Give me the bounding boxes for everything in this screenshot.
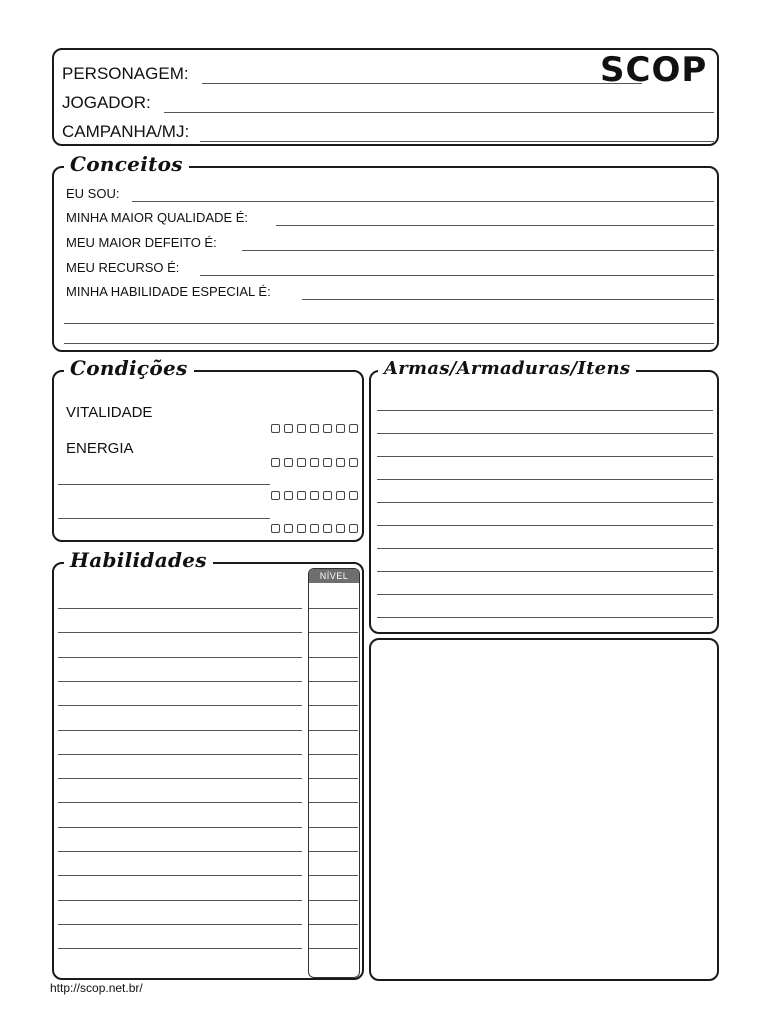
checkbox[interactable]	[271, 524, 280, 533]
checkbox[interactable]	[297, 458, 306, 467]
item-line[interactable]	[377, 410, 713, 411]
jogador-label: JOGADOR:	[62, 93, 151, 112]
skill-name-line[interactable]	[58, 900, 302, 901]
skill-name-line[interactable]	[58, 875, 302, 876]
skill-level-line[interactable]	[309, 875, 358, 876]
skill-name-line[interactable]	[58, 827, 302, 828]
jogador-line[interactable]	[164, 112, 714, 113]
habilidades-title: Habilidades	[64, 548, 213, 572]
conceitos-box	[52, 166, 719, 352]
condicoes-box	[52, 370, 364, 542]
skill-level-line[interactable]	[309, 754, 358, 755]
eu-sou-line[interactable]	[132, 201, 714, 202]
checkbox[interactable]	[336, 458, 345, 467]
skill-level-line[interactable]	[309, 730, 358, 731]
qualidade-label: MINHA MAIOR QUALIDADE É:	[66, 210, 249, 225]
skill-level-line[interactable]	[309, 705, 358, 706]
skill-level-line[interactable]	[309, 924, 358, 925]
skill-name-line[interactable]	[58, 730, 302, 731]
checkbox[interactable]	[310, 424, 319, 433]
skill-level-line[interactable]	[309, 827, 358, 828]
skill-level-line[interactable]	[309, 802, 358, 803]
footer-url[interactable]: http://scop.net.br/	[50, 981, 143, 995]
condicao-line[interactable]	[58, 518, 270, 519]
checkbox[interactable]	[284, 458, 293, 467]
nivel-header: NÍVEL	[309, 569, 359, 583]
conceitos-extra-line[interactable]	[64, 323, 714, 324]
habilidades-box	[52, 562, 364, 980]
checkbox[interactable]	[349, 491, 358, 500]
skill-level-line[interactable]	[309, 948, 358, 949]
skill-level-line[interactable]	[309, 632, 358, 633]
eu-sou-label: EU SOU:	[66, 186, 120, 201]
checkbox[interactable]	[284, 491, 293, 500]
habilidade-especial-line[interactable]	[302, 299, 714, 300]
energia-label: ENERGIA	[66, 440, 134, 457]
skill-name-line[interactable]	[58, 778, 302, 779]
personagem-line[interactable]	[202, 83, 642, 84]
checkbox[interactable]	[336, 491, 345, 500]
item-line[interactable]	[377, 571, 713, 572]
checkbox[interactable]	[349, 424, 358, 433]
checkbox[interactable]	[323, 424, 332, 433]
skill-level-line[interactable]	[309, 851, 358, 852]
skill-name-line[interactable]	[58, 851, 302, 852]
nivel-column	[308, 568, 360, 978]
campanha-line[interactable]	[200, 141, 714, 142]
checkbox[interactable]	[284, 424, 293, 433]
recurso-label: MEU RECURSO É:	[66, 260, 180, 275]
campanha-label: CAMPANHA/MJ:	[62, 122, 190, 141]
condicoes-title: Condições	[64, 356, 194, 380]
checkbox[interactable]	[271, 458, 280, 467]
item-line[interactable]	[377, 433, 713, 434]
itens-title: Armas/Armaduras/Itens	[378, 358, 636, 379]
qualidade-line[interactable]	[276, 225, 714, 226]
checkbox[interactable]	[349, 524, 358, 533]
recurso-line[interactable]	[200, 275, 714, 276]
item-line[interactable]	[377, 525, 713, 526]
defeito-line[interactable]	[242, 250, 714, 251]
skill-name-line[interactable]	[58, 705, 302, 706]
item-line[interactable]	[377, 617, 713, 618]
header-box	[52, 48, 719, 146]
conceitos-extra-line[interactable]	[64, 343, 714, 344]
checkbox[interactable]	[271, 424, 280, 433]
scop-logo: SCOP	[600, 50, 708, 90]
skill-level-line[interactable]	[309, 608, 358, 609]
item-line[interactable]	[377, 479, 713, 480]
habilidade-especial-label: MINHA HABILIDADE ESPECIAL É:	[66, 284, 271, 299]
skill-name-line[interactable]	[58, 657, 302, 658]
checkbox[interactable]	[310, 491, 319, 500]
item-line[interactable]	[377, 594, 713, 595]
skill-level-line[interactable]	[309, 681, 358, 682]
checkbox[interactable]	[349, 458, 358, 467]
itens-box	[369, 370, 719, 634]
skill-name-line[interactable]	[58, 754, 302, 755]
checkbox[interactable]	[284, 524, 293, 533]
skill-name-line[interactable]	[58, 632, 302, 633]
checkbox[interactable]	[323, 491, 332, 500]
checkbox[interactable]	[310, 524, 319, 533]
skill-level-line[interactable]	[309, 778, 358, 779]
skill-name-line[interactable]	[58, 681, 302, 682]
skill-level-line[interactable]	[309, 900, 358, 901]
skill-level-line[interactable]	[309, 657, 358, 658]
checkbox[interactable]	[297, 491, 306, 500]
defeito-label: MEU MAIOR DEFEITO É:	[66, 235, 217, 250]
checkbox[interactable]	[323, 524, 332, 533]
checkbox[interactable]	[336, 424, 345, 433]
skill-name-line[interactable]	[58, 802, 302, 803]
item-line[interactable]	[377, 548, 713, 549]
checkbox[interactable]	[336, 524, 345, 533]
item-line[interactable]	[377, 502, 713, 503]
checkbox[interactable]	[297, 524, 306, 533]
condicao-line[interactable]	[58, 484, 270, 485]
item-line[interactable]	[377, 456, 713, 457]
checkbox[interactable]	[323, 458, 332, 467]
notes-box[interactable]	[369, 638, 719, 981]
checkbox[interactable]	[271, 491, 280, 500]
vitalidade-label: VITALIDADE	[66, 404, 153, 421]
skill-name-line[interactable]	[58, 924, 302, 925]
checkbox[interactable]	[297, 424, 306, 433]
skill-name-line[interactable]	[58, 608, 302, 609]
skill-name-line[interactable]	[58, 948, 302, 949]
checkbox[interactable]	[310, 458, 319, 467]
conceitos-title: Conceitos	[64, 152, 189, 176]
personagem-label: PERSONAGEM:	[62, 64, 189, 83]
